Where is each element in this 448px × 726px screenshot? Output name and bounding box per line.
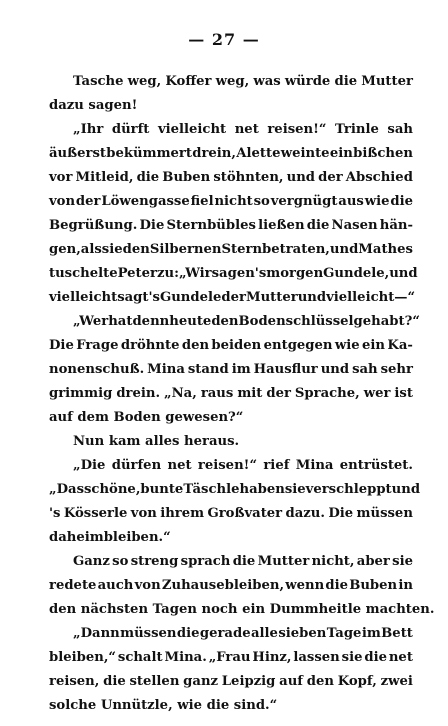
word: Hausflur <box>253 362 318 377</box>
word: Gundele, <box>323 266 390 281</box>
word: weg, <box>127 74 162 89</box>
word: in <box>398 578 413 593</box>
word: so <box>253 194 270 209</box>
word: Ka- <box>387 338 413 353</box>
word: „Na, <box>164 386 197 401</box>
text-line <box>49 166 413 190</box>
word: von <box>130 506 157 521</box>
word: wie <box>334 338 360 353</box>
word: betraten, <box>262 242 330 257</box>
word: „Wir <box>178 266 212 281</box>
word: sie <box>392 554 413 569</box>
text-line <box>49 214 413 238</box>
word: die <box>103 674 126 689</box>
word: die <box>364 650 387 665</box>
text-line-content: solche Unnützle, wie die sind.“ <box>49 698 278 713</box>
body-text <box>49 70 435 718</box>
word: Mitleid, <box>75 170 134 185</box>
word: dröhnte <box>120 338 180 353</box>
word: Mutter <box>257 554 310 569</box>
word: Buben <box>162 170 211 185</box>
word: äußerst <box>49 146 107 161</box>
word: und <box>391 482 421 497</box>
text-line-content: den nächsten Tagen noch ein Dummheitle machten. <box>49 602 435 617</box>
word: als <box>80 242 102 257</box>
word: tuschelte <box>49 266 118 281</box>
word: die <box>325 578 348 593</box>
text-line-content: daheimbleiben.“ <box>49 530 171 545</box>
word: Mathes <box>358 242 413 257</box>
word: Hinz, <box>252 650 292 665</box>
word: die <box>334 74 358 89</box>
word: von <box>134 578 161 593</box>
word: streng <box>130 554 179 569</box>
word: der <box>318 170 343 185</box>
word: den <box>211 314 239 329</box>
word: vielleicht <box>157 122 227 137</box>
word: Sternbübles <box>166 218 256 233</box>
word: redete <box>49 578 97 593</box>
word: so <box>112 554 129 569</box>
word: ist <box>394 386 413 401</box>
word: Stern <box>221 242 263 257</box>
word: Mutter <box>245 290 298 305</box>
text-line <box>49 694 413 718</box>
word: sagt's <box>117 290 160 305</box>
text-line <box>49 262 418 286</box>
word: verschleppt <box>305 482 392 497</box>
text-line <box>49 142 413 166</box>
word: Leipzig <box>221 674 276 689</box>
word: Kopf, <box>337 674 377 689</box>
word: „Wer <box>73 314 109 329</box>
word: drein. <box>116 386 161 401</box>
word: bekümmert <box>106 146 192 161</box>
word: zu: <box>157 266 179 281</box>
word: ließen <box>258 218 305 233</box>
word: auch <box>97 578 134 593</box>
word: „Frau <box>208 650 251 665</box>
word: reisen!“ <box>267 122 327 137</box>
word: grimmig <box>49 386 113 401</box>
word: aber <box>356 554 390 569</box>
word: der <box>221 290 246 305</box>
text-line <box>49 118 413 142</box>
word: den <box>122 242 150 257</box>
word: ein <box>362 338 386 353</box>
word: Bett <box>381 626 413 641</box>
text-line <box>49 406 413 430</box>
word: wenn <box>285 578 325 593</box>
word: net <box>234 122 259 137</box>
page-number: — 27 — <box>188 30 260 49</box>
word: Löwengasse <box>101 194 190 209</box>
word: lassen <box>293 650 340 665</box>
word: gen, <box>49 242 81 257</box>
word: sieben <box>278 626 327 641</box>
word: Alette <box>236 146 281 161</box>
word: dazu. <box>285 506 325 521</box>
word: was <box>253 74 281 89</box>
text-line <box>49 574 413 598</box>
word: Großvater <box>207 506 283 521</box>
word: bißchen <box>353 146 413 161</box>
text-line <box>49 550 413 574</box>
word: im <box>231 362 251 377</box>
text-line <box>49 358 413 382</box>
text-line <box>49 310 420 334</box>
text-line <box>49 430 413 454</box>
word: und <box>329 242 359 257</box>
word: Koffer <box>165 74 212 89</box>
word: haben <box>239 482 285 497</box>
text-line <box>49 598 435 622</box>
word: ganz <box>183 674 219 689</box>
word: vergnügt <box>270 194 338 209</box>
word: Tage <box>326 626 362 641</box>
word: Die <box>328 506 354 521</box>
word: die <box>390 194 413 209</box>
text-line <box>49 502 413 526</box>
word: mit <box>237 386 263 401</box>
word: Frage <box>76 338 119 353</box>
word: der <box>75 194 101 209</box>
word: weg, <box>215 74 250 89</box>
word: Zuhausebleiben, <box>161 578 285 593</box>
word: entgegen <box>263 338 333 353</box>
word: und <box>286 170 316 185</box>
text-line <box>49 382 413 406</box>
word: stand <box>187 362 229 377</box>
word: „Das <box>49 482 84 497</box>
word: entrüstet. <box>339 458 413 473</box>
word: „Die <box>73 458 106 473</box>
word: den <box>306 674 334 689</box>
word: reisen, <box>49 674 100 689</box>
word: die <box>176 626 200 641</box>
word: Gundele <box>159 290 222 305</box>
word: von <box>49 194 76 209</box>
word: schalt <box>117 650 163 665</box>
word: müssen <box>120 626 177 641</box>
text-line <box>49 190 413 214</box>
word: bleiben,“ <box>49 650 117 665</box>
text-line <box>49 478 421 502</box>
word: würde <box>284 74 331 89</box>
word: Tasche <box>73 74 124 89</box>
word: Abschied <box>345 170 413 185</box>
word: und <box>297 290 327 305</box>
word: morgen <box>266 266 324 281</box>
text-line-content: Nun kam alles heraus. <box>73 434 240 449</box>
word: wer <box>363 386 391 401</box>
word: der <box>266 386 291 401</box>
word: sie <box>341 650 363 665</box>
text-line <box>49 70 413 94</box>
word: Bodenschlüssel <box>238 314 354 329</box>
text-line <box>49 646 413 670</box>
word: Kösserle <box>63 506 128 521</box>
word: fiel <box>190 194 214 209</box>
word: ein <box>329 146 353 161</box>
word: net <box>167 458 192 473</box>
word: sie <box>101 242 123 257</box>
word: beiden <box>211 338 262 353</box>
word: reisen!“ <box>197 458 258 473</box>
text-line <box>49 454 413 478</box>
word: Buben <box>349 578 398 593</box>
word: nicht, <box>311 554 355 569</box>
word: sehr <box>380 362 413 377</box>
word: nonenschuß. <box>49 362 145 377</box>
word: Die <box>139 218 165 233</box>
word: Mina <box>295 458 334 473</box>
word: stellen <box>129 674 180 689</box>
word: Ganz <box>73 554 110 569</box>
word: sie <box>284 482 306 497</box>
word: Mina. <box>164 650 207 665</box>
word: Mina <box>147 362 185 377</box>
text-line <box>49 526 413 550</box>
word: aus <box>338 194 364 209</box>
word: die <box>306 218 330 233</box>
word: Täschle <box>183 482 240 497</box>
word: raus <box>200 386 234 401</box>
word: Trinle <box>335 122 379 137</box>
word: weinte <box>280 146 330 161</box>
word: Silbernen <box>149 242 222 257</box>
text-line <box>49 334 413 358</box>
word: denn <box>132 314 170 329</box>
word: und <box>320 362 350 377</box>
word: hän- <box>379 218 413 233</box>
word: rief <box>263 458 290 473</box>
word: Mutter <box>361 74 413 89</box>
word: bunte <box>140 482 184 497</box>
word: gehabt?“ <box>353 314 420 329</box>
text-line <box>49 286 416 310</box>
word: stöhnten, <box>213 170 284 185</box>
word: „Dann <box>73 626 120 641</box>
word: net <box>388 650 413 665</box>
text-line-content: auf dem Boden gewesen?“ <box>49 410 244 425</box>
word: alle <box>250 626 278 641</box>
word: die <box>232 554 256 569</box>
word: sah <box>387 122 413 137</box>
word: wie <box>364 194 390 209</box>
word: die <box>136 170 160 185</box>
word: Begrüßung. <box>49 218 138 233</box>
word: —“ <box>394 290 416 305</box>
word: vielleicht <box>326 290 395 305</box>
word: schöne, <box>84 482 141 497</box>
word: sprach <box>180 554 231 569</box>
word: auf <box>279 674 303 689</box>
word: müssen <box>356 506 413 521</box>
word: ihrem <box>160 506 205 521</box>
text-line-content: dazu sagen! <box>49 98 138 113</box>
word: hat <box>108 314 133 329</box>
word: im <box>361 626 381 641</box>
word: sah <box>352 362 378 377</box>
word: dürft <box>111 122 150 137</box>
text-line <box>49 622 413 646</box>
word: drein, <box>192 146 236 161</box>
word: Sprache, <box>294 386 360 401</box>
text-line <box>49 94 413 118</box>
word: Peter <box>117 266 157 281</box>
word: gerade <box>199 626 251 641</box>
word: heute <box>169 314 212 329</box>
text-line <box>49 670 413 694</box>
word: und <box>389 266 418 281</box>
text-line <box>49 238 413 262</box>
word: „Ihr <box>73 122 104 137</box>
word: sagen's <box>211 266 267 281</box>
word: vielleicht <box>49 290 118 305</box>
word: dürfen <box>111 458 162 473</box>
word: Die <box>49 338 74 353</box>
word: 's <box>49 506 61 521</box>
word: nicht <box>214 194 253 209</box>
word: den <box>181 338 210 353</box>
word: zwei <box>380 674 413 689</box>
word: Nasen <box>331 218 378 233</box>
word: vor <box>49 170 73 185</box>
